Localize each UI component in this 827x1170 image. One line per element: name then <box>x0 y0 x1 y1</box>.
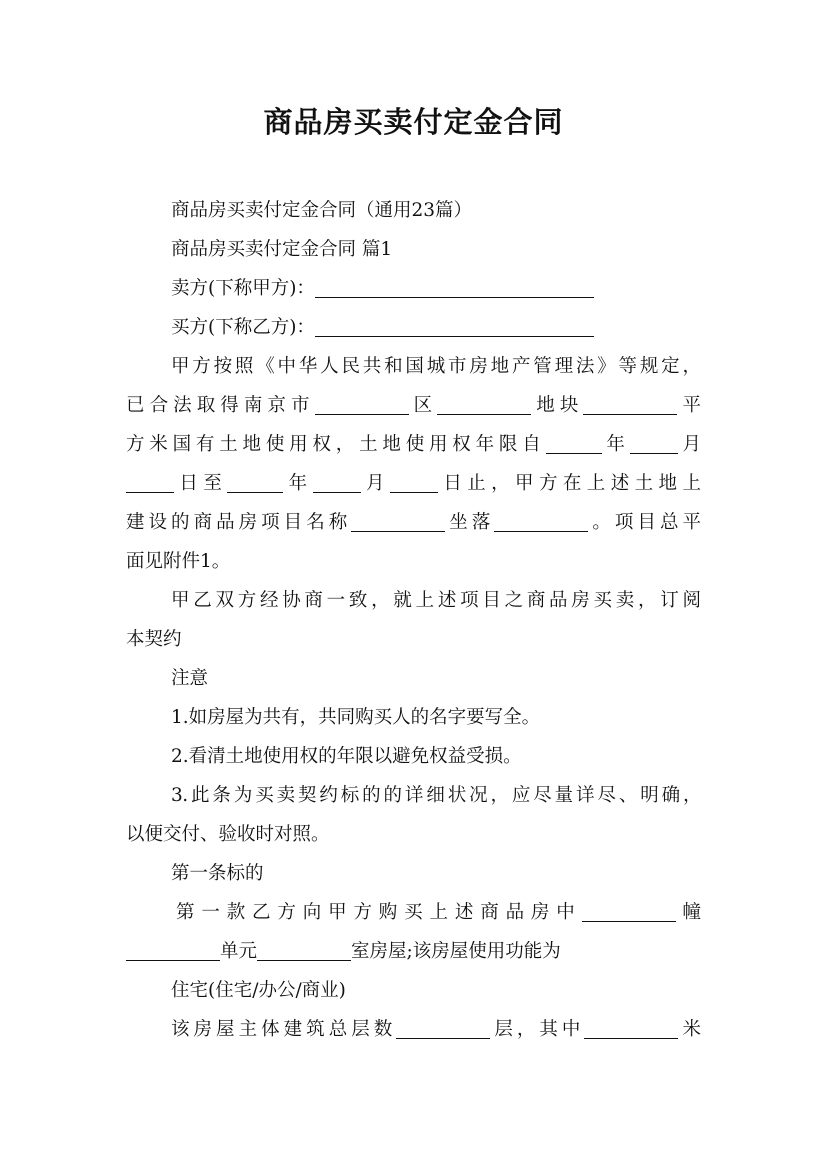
buyer-blank <box>315 314 594 337</box>
seller-blank <box>315 275 594 298</box>
note-3: 3.此条为买卖契约标的的详细状况，应尽量详尽、明确， <box>171 785 701 806</box>
height-blank <box>584 1016 678 1039</box>
end-month-blank <box>313 470 361 493</box>
end-day-blank <box>390 470 438 493</box>
plot-blank-1 <box>437 392 531 415</box>
p1-line5: 建设的商品房项目名称 坐落 。项目总平 <box>126 508 701 538</box>
p1-line4: 日至 年 月 日止，甲方在上述土地上 <box>126 469 701 499</box>
start-year-blank <box>546 431 602 454</box>
location-blank <box>494 509 588 532</box>
note-2: 2.看清土地使用权的年限以避免权益受损。 <box>171 746 522 767</box>
buyer-line <box>171 313 701 343</box>
p1-line1: 甲方按照《中华人民共和国城市房地产管理法》等规定， <box>171 356 701 377</box>
notice-heading: 注意 <box>171 668 209 689</box>
section-heading: 商品房买卖付定金合同 篇1 <box>171 239 393 260</box>
unit-blank <box>126 938 220 961</box>
article1-heading: 第一条标的 <box>171 863 264 884</box>
building-blank <box>582 899 676 922</box>
clause1-line1: 第一款乙方向甲方购买上述商品房中 幢 <box>176 898 701 928</box>
p2-line1: 甲乙双方经协商一致，就上述项目之商品房买卖，订阅 <box>171 590 701 611</box>
p1-line3: 方米国有土地使用权，土地使用权年限自 年 月 <box>126 430 701 460</box>
area-blank <box>583 392 677 415</box>
room-blank <box>257 938 351 961</box>
seller-label: 卖方(下称甲方)： <box>171 278 315 299</box>
floors-line: 该房屋主体建筑总层数 层，其中 米 <box>171 1015 701 1045</box>
subtitle: 商品房买卖付定金合同（通用23篇） <box>171 200 473 221</box>
floors-blank <box>396 1016 490 1039</box>
document-title: 商品房买卖付定金合同 <box>263 105 564 139</box>
end-year-blank <box>227 470 283 493</box>
project-name-blank <box>351 509 445 532</box>
p1-line6: 面见附件1。 <box>126 551 231 572</box>
p2-line2: 本契约 <box>126 629 182 650</box>
buyer-label: 买方(下称乙方)： <box>171 317 315 338</box>
clause1-line2: 单元 室房屋;该房屋使用功能为 <box>126 937 701 967</box>
p1-line2: 已合法取得南京市 区 地块 平 <box>126 391 701 421</box>
start-day-blank <box>126 470 174 493</box>
note-1: 1.如房屋为共有，共同购买人的名字要写全。 <box>171 707 541 728</box>
district-blank <box>315 392 409 415</box>
note-3-cont: 以便交付、验收时对照。 <box>126 824 330 845</box>
seller-line <box>171 274 701 304</box>
start-month-blank <box>630 431 678 454</box>
clause1-line3: 住宅(住宅/办公/商业) <box>171 980 346 1001</box>
